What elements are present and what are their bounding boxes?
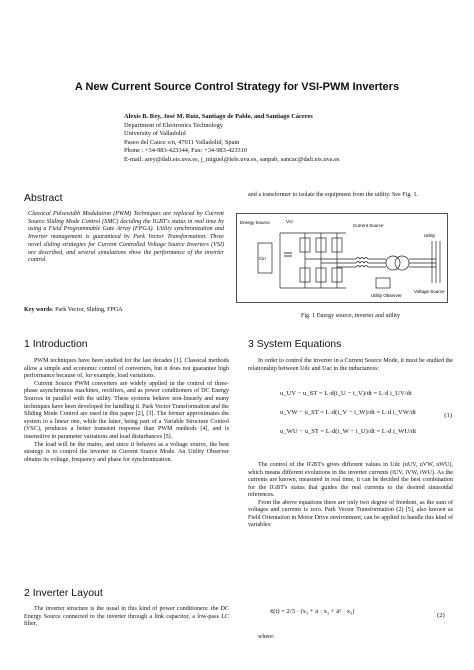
utility-lines <box>409 241 440 283</box>
abstract-text: Classical Pulsewidth Modulation (PWM) Techniques are replaced by Current Source Sliding Mode Control (SMC) deciding the IGBT's status in real time by using a Field Programmable Gate Array (FPGA). Utility synchronization and Inverter management is guaranteed by Park Vector Transformation. Three novel sliding strategies for Current Controlled Voltage Source Inverters (VSI) are described, and several simulations show the performance of the inverter control. <box>28 211 224 264</box>
section-heading-system-equations: 3 System Equations <box>248 338 342 350</box>
intro-paragraph: Current Source PWM converters are widely applied in the control of three-phase asynchronous machines, rectifiers, and as power conditioners of DC Energy Sources in parallel with the utility. These systems behave non-linearly and many techniques have been developed for handling it. Park Vector Transformation and the Sliding Mode Control are used in this paper [2], [3]. The former approximates the system to a linear one, while the latter, being part of a Variable Structure Control (VSC), produces a better transient response than PWM methods [4], and is insensitive to parameter variations and load disturbances [5]. <box>24 380 229 440</box>
author-address: Paseo del Cauce s/n, 47011 Valladolid, Spain <box>124 138 240 146</box>
system-equations-body <box>248 462 453 530</box>
keywords-text: : Park Vector, Sliding, FPGA <box>51 307 123 313</box>
equation-line: u_VW − u_ST = L·d(i_V − i_W)/dt = L·d i_VW/dt <box>280 409 416 416</box>
utility-label: Utility <box>424 233 435 238</box>
paper-title: A New Current Source Control Strategy for VSI-PWM Inverters <box>74 81 400 93</box>
energy-source-label: Energy Source <box>240 220 270 225</box>
introduction-body <box>24 358 229 464</box>
equation-number: (1) <box>444 412 452 419</box>
section-heading-introduction: 1 Introduction <box>24 338 88 350</box>
author-phone: Phone : +34-983-423344, Fax: +34-983-423310 <box>124 147 248 155</box>
abstract-heading: Abstract <box>24 192 63 204</box>
voltage-source-label: Voltage Source <box>414 289 445 294</box>
author-names: Alexis B. Rey, José M. Ruiz, Santiago de Pablo, and Santiago Cáceres <box>124 113 313 120</box>
intro-paragraph: PWM techniques have been studied for the last decades [1]. Classical methods allow a simple and economic control of converters, but it does not guarantee high performance because of, for example, load variations. <box>24 358 229 380</box>
cin-label: Cin <box>259 256 266 261</box>
utility-observer-label: Utility Observer <box>371 293 402 298</box>
continued-paragraph: and a transformer to isolate the equipment from the utility. See Fig. 1. <box>248 192 419 198</box>
section-heading-inverter-layout: 2 Inverter Layout <box>24 587 103 599</box>
keywords <box>24 307 229 313</box>
inverter-paragraph: The inverter structure is the usual in this kind of power conditioners: the DC Energy Source connected to the inverter through a link capacitor, a low-pass LC filter, <box>24 606 229 628</box>
circuit-diagram <box>236 213 448 303</box>
equation-line: u_WU − u_ST = L·d(i_W − i_U)/dt = L·d i_WU/dt <box>280 428 417 435</box>
system-equations-paragraph: The control of the IGBT's gives different values in Udc (uUV, uVW, uWU), which means different evolutions in the inverter currents (iUV, iVW, iWU). As the currents are known, measured in real time, it can be decided the best combination for the IGBT's status that guides the real currents to the desired sinusoidal references. <box>248 462 453 498</box>
author-email: E-mail: arey@dali.eis.uva.es, j_miguel@tele.uva.es, sanpab, sancac@dali.eis.uva.es <box>124 155 340 163</box>
utility-observer-block <box>376 278 390 288</box>
vcc-label: Vcc <box>286 219 294 224</box>
figure-caption: Fig. 1 Energy source, inverter and utility <box>300 313 401 319</box>
author-department: Department of Electronics Technology <box>124 121 223 129</box>
author-university: University of Valladolid <box>124 130 186 138</box>
where-label: where: <box>258 634 275 640</box>
equation-line: u_UV − u_ST = L·d(i_U − i_V)/dt = L·d i_UV/dt <box>280 390 412 397</box>
equation-number: (2) <box>437 612 445 619</box>
equation-2: x̄(t) = 2/3 · (x₁ + ā · x₂ + ā² · x₃) <box>270 608 355 615</box>
figure-circuit-diagram <box>236 213 448 303</box>
equation-1 <box>280 390 460 446</box>
transformer-icon <box>386 256 400 270</box>
author-block <box>124 113 454 165</box>
system-equations-intro: In order to control the inverter in a Current Source Mode, it must be studied the relationship between Udc and Uac in the inductances: <box>248 358 453 372</box>
system-equations-paragraph: From the above equations there are only two degree of freedom, as the sum of voltages and currents is zero. Park Vector Transformation (2) [5], also known as Field Orientation in Motor Drive environment, can be applied to handle this kind of variables: <box>248 499 453 528</box>
current-source-label: Current Source <box>353 223 384 228</box>
intro-paragraph: The load will be the mains, and since it behaves as a voltage source, the best strategy is to control the inverter in Current Source Mode. An Utility Observer obtains its voltage, frequency and phase for synchronization. <box>24 441 229 463</box>
igbt-bridge <box>300 233 342 288</box>
lc-filter <box>305 258 386 268</box>
keywords-label: Key words <box>24 307 52 313</box>
